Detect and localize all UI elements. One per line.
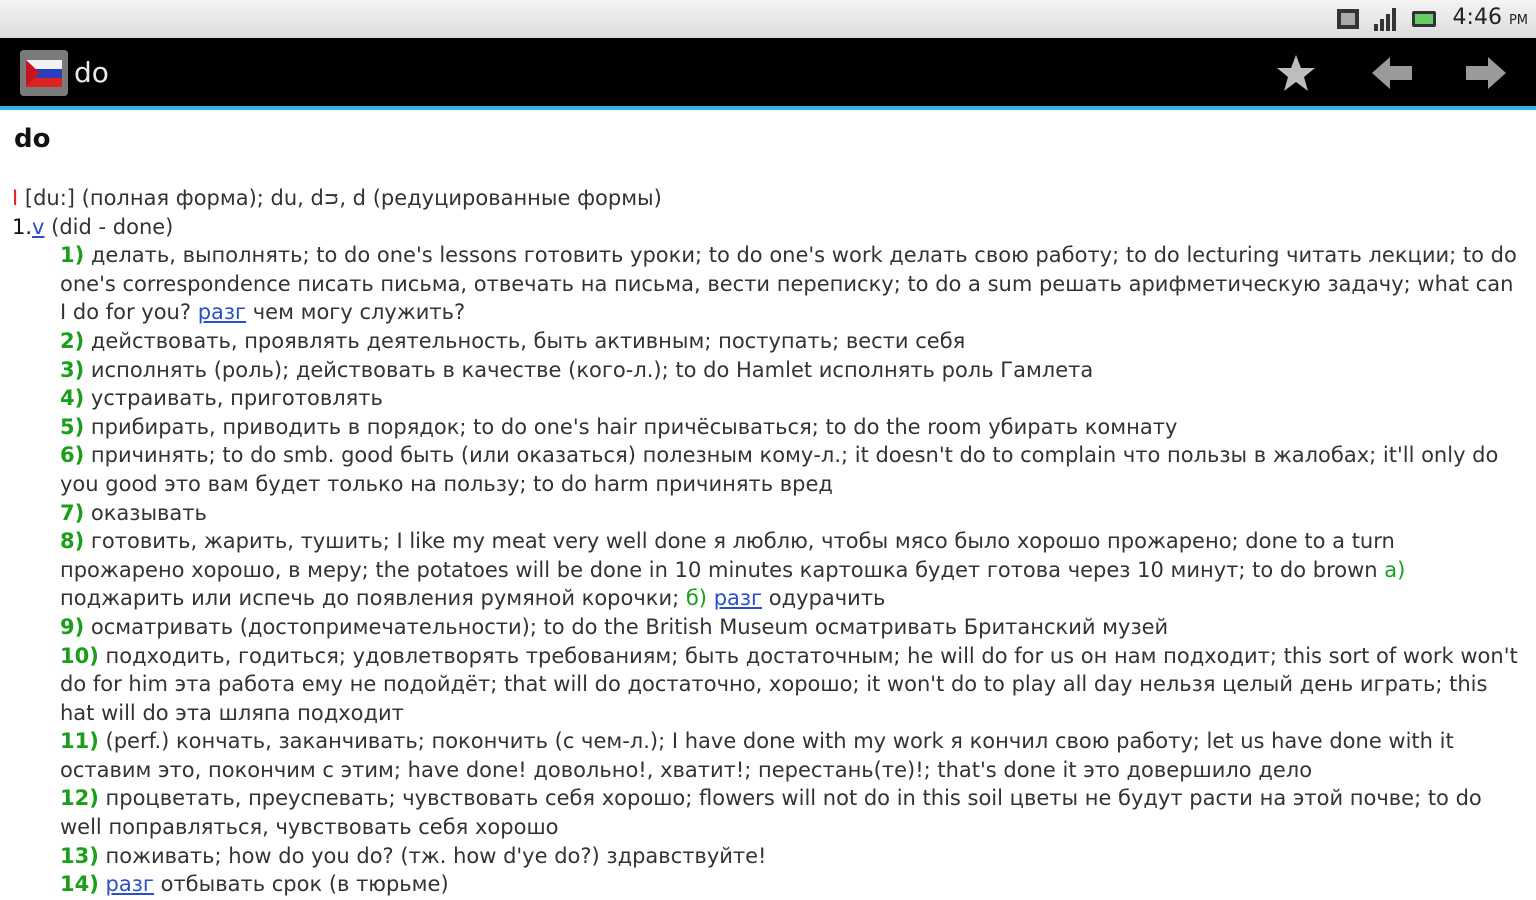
battery-icon (1410, 6, 1440, 32)
sense-item (12, 642, 1524, 728)
sense-number: 8) (60, 529, 85, 554)
usage-label-link[interactable]: разг (197, 300, 247, 325)
sense-text: одурачить (762, 586, 886, 611)
sense-item (12, 384, 1524, 413)
sense-text: исполнять (роль); действовать в качестве (кого-л.); to do Hamlet исполнять роль Гамлета (84, 357, 1094, 382)
sense-item (12, 441, 1524, 498)
dictionary-entry (0, 110, 1536, 900)
forward-arrow-icon[interactable] (1464, 51, 1508, 95)
sense-item (12, 327, 1524, 356)
sense-text: процветать, преуспевать; чувствовать себя хорошо; flowers will not do in this soil цветы не будут расти на этой почве; to do well поправляться, чувствовать себя хорошо (60, 786, 1482, 840)
sense-number: 10) (60, 643, 99, 668)
sense-item (12, 870, 1524, 899)
pos-link[interactable]: v (32, 214, 45, 239)
phonetic-text: [du:] (полная форма); du, dᴝ, d (редуцированные формы) (18, 186, 662, 210)
sense-item (12, 613, 1524, 642)
sense-text: чем могу служить? (246, 300, 466, 325)
sense-item (12, 356, 1524, 385)
sense-text: отбывать срок (в тюрьме) (153, 872, 449, 897)
sense-number: 7) (60, 500, 85, 525)
sense-number: 12) (60, 786, 99, 811)
subsense-marker: б) (685, 586, 707, 611)
sense-text: (perf.) кончать, заканчивать; покончить (с чем-л.); I have done with my work я кончил свою работу; let us have done with it оставим это, покончим с этим; have done! довольно!, хватит!; перестань(те)!; that's done it это довершило дело (60, 729, 1454, 782)
back-arrow-icon[interactable] (1370, 51, 1414, 95)
sense-number: 4) (60, 386, 85, 411)
pos-forms: (did - done) (44, 214, 174, 239)
status-bar (0, 0, 1536, 38)
signal-strength-icon (1372, 6, 1402, 32)
sense-number: 5) (60, 414, 85, 439)
sense-text: поджарить или испечь до появления румяной корочки; (60, 586, 686, 611)
sense-number: 9) (60, 614, 85, 639)
phonetic-line (12, 184, 1524, 213)
sense-item (12, 241, 1524, 327)
headword: do (14, 124, 51, 154)
action-bar (0, 38, 1536, 110)
status-clock (1453, 5, 1528, 30)
sense-number: 2) (60, 328, 85, 353)
sense-item (12, 727, 1524, 784)
usage-label-link[interactable]: разг (713, 586, 763, 611)
star-icon[interactable] (1274, 51, 1318, 95)
usage-label-link[interactable]: разг (105, 872, 154, 897)
sense-text: осматривать (достопримечательности); to do the British Museum осматривать Британский музей (84, 614, 1169, 639)
homonym-number: I (12, 186, 19, 210)
sense-item (12, 784, 1524, 841)
senses-list (12, 241, 1524, 899)
sense-text: причинять; to do smb. good быть (или оказаться) полезным кому-л.; it doesn't do to complain что пользы в жалобах; it'll only do you good это вам будет только на пользу; to do harm причинять вред (60, 443, 1499, 496)
sense-text: устраивать, приготовлять (84, 386, 383, 411)
app-flag-icon[interactable] (20, 50, 68, 96)
subsense-marker: а) (1384, 557, 1406, 582)
sense-number: 13) (60, 843, 99, 868)
sense-number: 14) (60, 872, 99, 897)
app-title: do (74, 56, 109, 89)
status-icons (1334, 6, 1440, 32)
sense-text: готовить, жарить, тушить; I like my meat very well done я люблю, чтобы мясо было хорошо прожарено; done to a turn прожарено хорошо, в меру; the potatoes will be done in 10 minutes картошка будет готова через 10 минут; to do brown (60, 529, 1395, 582)
sense-number: 11) (60, 729, 99, 754)
sense-text: оказывать (84, 500, 207, 525)
sense-text: действовать, проявлять деятельность, быть активным; поступать; вести себя (84, 328, 966, 353)
sim-card-icon (1334, 6, 1364, 32)
pos-line (12, 213, 1524, 242)
sense-number: 6) (60, 443, 85, 468)
sense-item (12, 842, 1524, 871)
sense-item (12, 413, 1524, 442)
sense-text: подходить, годиться; удовлетворять требованиям; быть достаточным; he will do for us он нам подходит; this sort of work won't do for him эта работа ему не подойдёт; that will do достаточно, хорошо; it won't do to play all day нельзя целый день играть; this hat will do эта шляпа подходит (60, 643, 1518, 725)
sense-text (707, 586, 714, 610)
sense-number: 3) (60, 357, 85, 382)
sense-text: делать, выполнять; to do one's lessons готовить уроки; to do one's work делать свою работу; to do lecturing читать лекции; to do one's correspondence писать письма, отвечать на письма, вести переписку; to do a sum решать арифметическую задачу; what can I do for you? (60, 243, 1517, 325)
sense-item (12, 499, 1524, 528)
sense-number: 1) (60, 243, 85, 268)
clock-ampm: PM (1508, 13, 1528, 28)
sense-text (99, 872, 106, 896)
sense-text: прибирать, приводить в порядок; to do one's hair причёсываться; to do the room убирать комнату (84, 414, 1178, 439)
pos-number: 1. (12, 214, 33, 239)
clock-time: 4:46 (1452, 5, 1502, 30)
sense-text: поживать; how do you do? (тж. how d'ye do?) здравствуйте! (98, 843, 767, 868)
sense-item (12, 527, 1524, 613)
